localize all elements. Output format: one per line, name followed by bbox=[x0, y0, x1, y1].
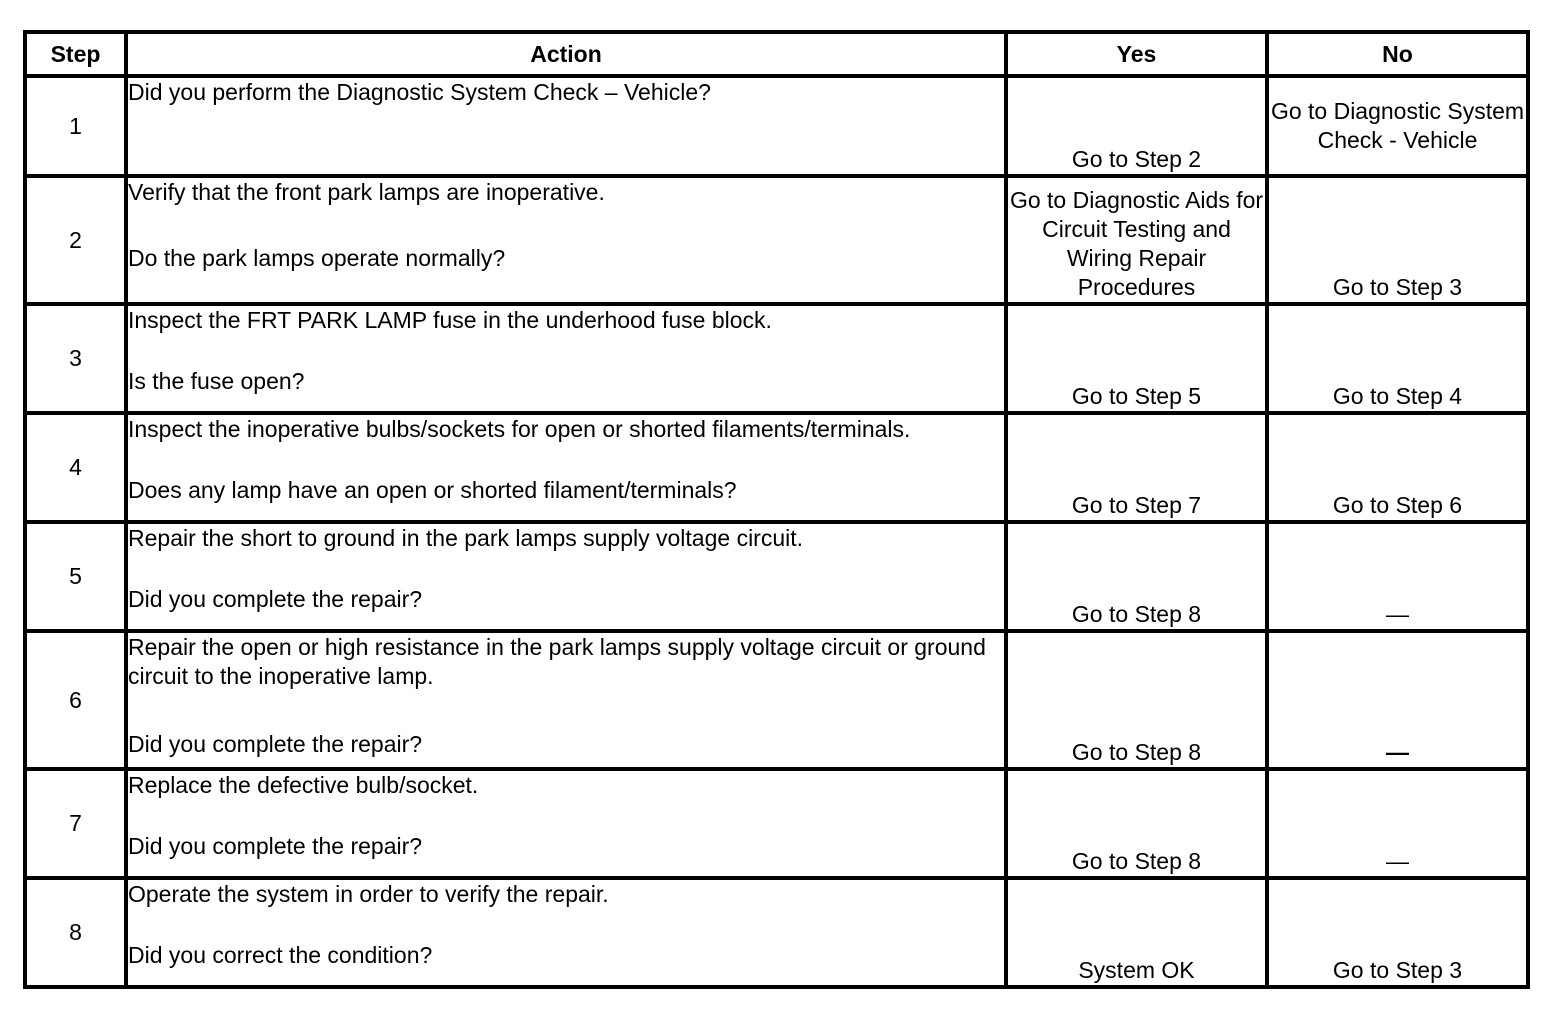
no-cell: Go to Step 3 bbox=[1267, 878, 1528, 987]
action-question: Did you correct the condition? bbox=[128, 942, 433, 968]
action-cell bbox=[126, 76, 1006, 176]
diagnostic-table bbox=[23, 30, 1530, 989]
yes-cell: System OK bbox=[1006, 878, 1267, 987]
yes-cell: Go to Step 2 bbox=[1006, 76, 1267, 176]
action-question: Did you complete the repair? bbox=[128, 586, 423, 612]
table-row bbox=[25, 76, 1528, 176]
action-text: Inspect the inoperative bulbs/sockets for open or shorted filaments/terminals. bbox=[128, 416, 911, 442]
header-no: No bbox=[1267, 32, 1528, 76]
action-cell bbox=[126, 413, 1006, 522]
table-row bbox=[25, 413, 1528, 522]
step-number: 1 bbox=[25, 76, 126, 176]
table-row bbox=[25, 878, 1528, 987]
action-text: Repair the open or high resistance in the park lamps supply voltage circuit or ground circuit to the inoperative lamp. bbox=[128, 634, 986, 689]
action-question: Did you complete the repair? bbox=[128, 833, 423, 859]
action-text: Did you perform the Diagnostic System Check – Vehicle? bbox=[128, 79, 711, 105]
table-row bbox=[25, 631, 1528, 769]
step-number: 4 bbox=[25, 413, 126, 522]
header-step: Step bbox=[25, 32, 126, 76]
action-question: Does any lamp have an open or shorted filament/terminals? bbox=[128, 477, 737, 503]
yes-cell: Go to Step 8 bbox=[1006, 769, 1267, 878]
action-question: Did you complete the repair? bbox=[128, 731, 423, 757]
header-action: Action bbox=[126, 32, 1006, 76]
action-cell bbox=[126, 522, 1006, 631]
no-cell: Go to Step 4 bbox=[1267, 304, 1528, 413]
action-text: Verify that the front park lamps are inoperative. bbox=[128, 179, 605, 205]
action-cell bbox=[126, 304, 1006, 413]
table-row bbox=[25, 522, 1528, 631]
step-number: 7 bbox=[25, 769, 126, 878]
table-row bbox=[25, 769, 1528, 878]
yes-cell: Go to Diagnostic Aids for Circuit Testing and Wiring Repair Procedures bbox=[1006, 176, 1267, 304]
yes-cell: Go to Step 5 bbox=[1006, 304, 1267, 413]
header-yes: Yes bbox=[1006, 32, 1267, 76]
action-question: Do the park lamps operate normally? bbox=[128, 245, 506, 271]
no-cell: Go to Step 6 bbox=[1267, 413, 1528, 522]
no-cell: Go to Step 3 bbox=[1267, 176, 1528, 304]
action-cell bbox=[126, 769, 1006, 878]
action-text: Replace the defective bulb/socket. bbox=[128, 772, 479, 798]
action-question: Is the fuse open? bbox=[128, 368, 305, 394]
no-dash: — bbox=[1386, 601, 1409, 627]
step-number: 3 bbox=[25, 304, 126, 413]
action-cell bbox=[126, 878, 1006, 987]
table-row bbox=[25, 304, 1528, 413]
no-cell bbox=[1267, 769, 1528, 878]
no-dash: — bbox=[1386, 739, 1409, 765]
step-number: 2 bbox=[25, 176, 126, 304]
step-number: 8 bbox=[25, 878, 126, 987]
no-cell bbox=[1267, 522, 1528, 631]
action-cell bbox=[126, 631, 1006, 769]
table-row bbox=[25, 176, 1528, 304]
no-cell bbox=[1267, 631, 1528, 769]
action-text: Operate the system in order to verify the repair. bbox=[128, 881, 609, 907]
step-number: 6 bbox=[25, 631, 126, 769]
yes-cell: Go to Step 8 bbox=[1006, 631, 1267, 769]
action-cell bbox=[126, 176, 1006, 304]
step-number: 5 bbox=[25, 522, 126, 631]
no-cell: Go to Diagnostic System Check - Vehicle bbox=[1267, 76, 1528, 176]
action-text: Repair the short to ground in the park lamps supply voltage circuit. bbox=[128, 525, 804, 551]
yes-cell: Go to Step 8 bbox=[1006, 522, 1267, 631]
yes-cell: Go to Step 7 bbox=[1006, 413, 1267, 522]
no-dash: — bbox=[1386, 848, 1409, 874]
action-text: Inspect the FRT PARK LAMP fuse in the underhood fuse block. bbox=[128, 307, 772, 333]
header-row bbox=[25, 32, 1528, 76]
